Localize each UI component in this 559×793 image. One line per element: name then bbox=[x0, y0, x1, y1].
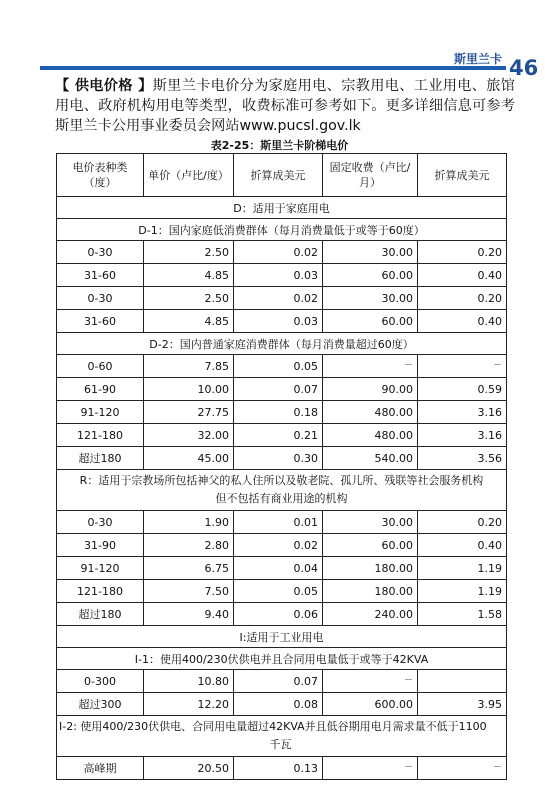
subsection-i2-line1: I-2: 使用400/230伏供电、合同用电量超过42KVA并且低谷期用电月需求量不低于1100 bbox=[59, 720, 487, 733]
range-cell: 61-90 bbox=[57, 378, 144, 401]
table-caption: 表2-25：斯里兰卡阶梯电价 bbox=[210, 139, 349, 152]
range-cell: 31-60 bbox=[57, 310, 144, 333]
table-row bbox=[57, 355, 507, 378]
unit-price-cell: 10.00 bbox=[144, 378, 234, 401]
range-cell: 0-30 bbox=[57, 287, 144, 310]
fixed-charge-cell: 480.00 bbox=[323, 424, 418, 447]
section-i-title: I:适用于工业用电 bbox=[57, 626, 507, 648]
header-title: 斯里兰卡 bbox=[454, 52, 503, 66]
fixed-usd-cell: 0.40 bbox=[418, 534, 507, 557]
unit-usd-cell: 0.30 bbox=[234, 447, 323, 470]
table-row bbox=[57, 287, 507, 310]
unit-price-cell: 12.20 bbox=[144, 693, 234, 716]
table-row bbox=[57, 557, 507, 580]
unit-usd-cell: 0.06 bbox=[234, 603, 323, 626]
unit-price-cell: 9.40 bbox=[144, 603, 234, 626]
unit-price-cell: 27.75 bbox=[144, 401, 234, 424]
unit-price-cell: 20.50 bbox=[144, 757, 234, 780]
subsection-row bbox=[57, 219, 507, 241]
fixed-usd-cell bbox=[418, 670, 507, 693]
intro-heading: 【 供电价格 】 bbox=[55, 78, 153, 94]
range-cell: 91-120 bbox=[57, 401, 144, 424]
range-cell: 31-90 bbox=[57, 534, 144, 557]
range-cell: 31-60 bbox=[57, 264, 144, 287]
fixed-usd-cell: 1.19 bbox=[418, 557, 507, 580]
range-cell: 0-60 bbox=[57, 355, 144, 378]
unit-usd-cell: 0.02 bbox=[234, 534, 323, 557]
fixed-usd-cell: 1.58 bbox=[418, 603, 507, 626]
unit-price-cell: 45.00 bbox=[144, 447, 234, 470]
unit-price-cell: 4.85 bbox=[144, 310, 234, 333]
table-row bbox=[57, 401, 507, 424]
fixed-charge-cell: 90.00 bbox=[323, 378, 418, 401]
table-header-row bbox=[57, 154, 507, 197]
fixed-usd-cell: － bbox=[418, 355, 507, 378]
unit-usd-cell: 0.02 bbox=[234, 241, 323, 264]
unit-usd-cell: 0.05 bbox=[234, 355, 323, 378]
fixed-usd-cell: 0.40 bbox=[418, 264, 507, 287]
unit-usd-cell: 0.05 bbox=[234, 580, 323, 603]
subsection-row bbox=[57, 333, 507, 355]
section-r-title bbox=[57, 470, 507, 511]
unit-usd-cell: 0.08 bbox=[234, 693, 323, 716]
unit-price-cell: 1.90 bbox=[144, 511, 234, 534]
fixed-charge-cell: 600.00 bbox=[323, 693, 418, 716]
unit-price-cell: 7.50 bbox=[144, 580, 234, 603]
range-cell: 超过180 bbox=[57, 603, 144, 626]
table-row bbox=[57, 241, 507, 264]
section-d-title: D：适用于家庭用电 bbox=[57, 197, 507, 219]
fixed-charge-cell: 30.00 bbox=[323, 241, 418, 264]
fixed-usd-cell: 3.16 bbox=[418, 424, 507, 447]
fixed-charge-cell: 480.00 bbox=[323, 401, 418, 424]
unit-price-cell: 2.50 bbox=[144, 287, 234, 310]
table-row bbox=[57, 264, 507, 287]
fixed-usd-cell: 0.20 bbox=[418, 287, 507, 310]
range-cell: 高峰期 bbox=[57, 757, 144, 780]
fixed-usd-cell: 3.56 bbox=[418, 447, 507, 470]
fixed-usd-cell: 3.16 bbox=[418, 401, 507, 424]
table-row bbox=[57, 603, 507, 626]
section-row bbox=[57, 197, 507, 219]
table-row bbox=[57, 378, 507, 401]
rows-d1 bbox=[57, 241, 507, 287]
header-cell: 电价表种类（度） bbox=[57, 154, 144, 197]
table-row bbox=[57, 757, 507, 780]
table-row bbox=[57, 424, 507, 447]
fixed-charge-cell: 180.00 bbox=[323, 557, 418, 580]
header-cell: 单价（卢比/度） bbox=[144, 154, 234, 197]
rows-i2-body bbox=[57, 757, 507, 780]
section-row bbox=[57, 470, 507, 511]
range-cell: 0-30 bbox=[57, 511, 144, 534]
unit-usd-cell: 0.07 bbox=[234, 670, 323, 693]
header-cell: 折算成美元 bbox=[418, 154, 507, 197]
fixed-charge-cell: － bbox=[323, 757, 418, 780]
fixed-charge-cell: 60.00 bbox=[323, 264, 418, 287]
subsection-d2-title: D-2：国内普通家庭消费群体（每月消费量超过60度） bbox=[57, 333, 507, 355]
subsection-i1-title: I-1：使用400/230伏供电并且合同用电量低于或等于42KVA bbox=[57, 648, 507, 670]
table-row bbox=[57, 511, 507, 534]
range-cell: 0-30 bbox=[57, 241, 144, 264]
page-number: 46 bbox=[509, 56, 539, 80]
unit-price-cell: 2.50 bbox=[144, 241, 234, 264]
fixed-usd-cell: 0.40 bbox=[418, 310, 507, 333]
fixed-charge-cell: 30.00 bbox=[323, 287, 418, 310]
fixed-charge-cell: 60.00 bbox=[323, 534, 418, 557]
unit-price-cell: 2.80 bbox=[144, 534, 234, 557]
unit-price-cell: 4.85 bbox=[144, 264, 234, 287]
unit-usd-cell: 0.18 bbox=[234, 401, 323, 424]
unit-usd-cell: 0.04 bbox=[234, 557, 323, 580]
table-row bbox=[57, 693, 507, 716]
unit-usd-cell: 0.07 bbox=[234, 378, 323, 401]
fixed-charge-cell: － bbox=[323, 355, 418, 378]
range-cell: 121-180 bbox=[57, 580, 144, 603]
table-row bbox=[57, 670, 507, 693]
intro-paragraph bbox=[55, 76, 515, 136]
fixed-charge-cell: 240.00 bbox=[323, 603, 418, 626]
unit-usd-cell: 0.01 bbox=[234, 511, 323, 534]
fixed-usd-cell: 0.20 bbox=[418, 241, 507, 264]
subsection-row bbox=[57, 648, 507, 670]
unit-price-cell: 10.80 bbox=[144, 670, 234, 693]
fixed-usd-cell: 0.59 bbox=[418, 378, 507, 401]
fixed-usd-cell: － bbox=[418, 757, 507, 780]
section-r-line2: 但不包括有商业用途的机构 bbox=[215, 492, 348, 505]
range-cell: 121-180 bbox=[57, 424, 144, 447]
fixed-charge-cell: 60.00 bbox=[323, 310, 418, 333]
rows-r-body bbox=[57, 511, 507, 626]
unit-usd-cell: 0.21 bbox=[234, 424, 323, 447]
fixed-charge-cell: 30.00 bbox=[323, 511, 418, 534]
intro-text: 斯里兰卡电价分为家庭用电、宗教用电、工业用电、旅馆用电、政府机构用电等类型，收费标准可参考如下。更多详细信息可参考斯里兰卡公用事业委员会网站www.pucsl.gov.lk bbox=[55, 78, 515, 134]
table-row bbox=[57, 580, 507, 603]
section-r-line1: R：适用于宗教场所包括神父的私人住所以及敬老院、孤儿所、残联等社会服务机构 bbox=[79, 474, 484, 487]
table-row bbox=[57, 310, 507, 333]
unit-usd-cell: 0.02 bbox=[234, 287, 323, 310]
fixed-usd-cell: 3.95 bbox=[418, 693, 507, 716]
table-row bbox=[57, 447, 507, 470]
table-row bbox=[57, 534, 507, 557]
subsection-d1-title: D-1：国内家庭低消费群体（每月消费量低于或等于60度） bbox=[57, 219, 507, 241]
fixed-usd-cell: 0.20 bbox=[418, 511, 507, 534]
fixed-charge-cell: 180.00 bbox=[323, 580, 418, 603]
tariff-table bbox=[56, 153, 507, 780]
range-cell: 超过300 bbox=[57, 693, 144, 716]
range-cell: 超过180 bbox=[57, 447, 144, 470]
range-cell: 91-120 bbox=[57, 557, 144, 580]
unit-usd-cell: 0.13 bbox=[234, 757, 323, 780]
section-row bbox=[57, 626, 507, 648]
subsection-i2-line2: 千瓦 bbox=[269, 738, 292, 751]
header-cell: 固定收费（卢比/月） bbox=[323, 154, 418, 197]
unit-usd-cell: 0.03 bbox=[234, 264, 323, 287]
rows-d2-body bbox=[57, 355, 507, 470]
rows-d1-body bbox=[57, 287, 507, 333]
fixed-charge-cell: 540.00 bbox=[323, 447, 418, 470]
unit-usd-cell: 0.03 bbox=[234, 310, 323, 333]
unit-price-cell: 7.85 bbox=[144, 355, 234, 378]
subsection-row bbox=[57, 716, 507, 757]
fixed-usd-cell: 1.19 bbox=[418, 580, 507, 603]
unit-price-cell: 32.00 bbox=[144, 424, 234, 447]
header-divider bbox=[40, 66, 506, 70]
range-cell: 0-300 bbox=[57, 670, 144, 693]
header-cell: 折算成美元 bbox=[234, 154, 323, 197]
subsection-i2-title bbox=[57, 716, 507, 757]
fixed-charge-cell: － bbox=[323, 670, 418, 693]
rows-i1-body bbox=[57, 670, 507, 716]
unit-price-cell: 6.75 bbox=[144, 557, 234, 580]
